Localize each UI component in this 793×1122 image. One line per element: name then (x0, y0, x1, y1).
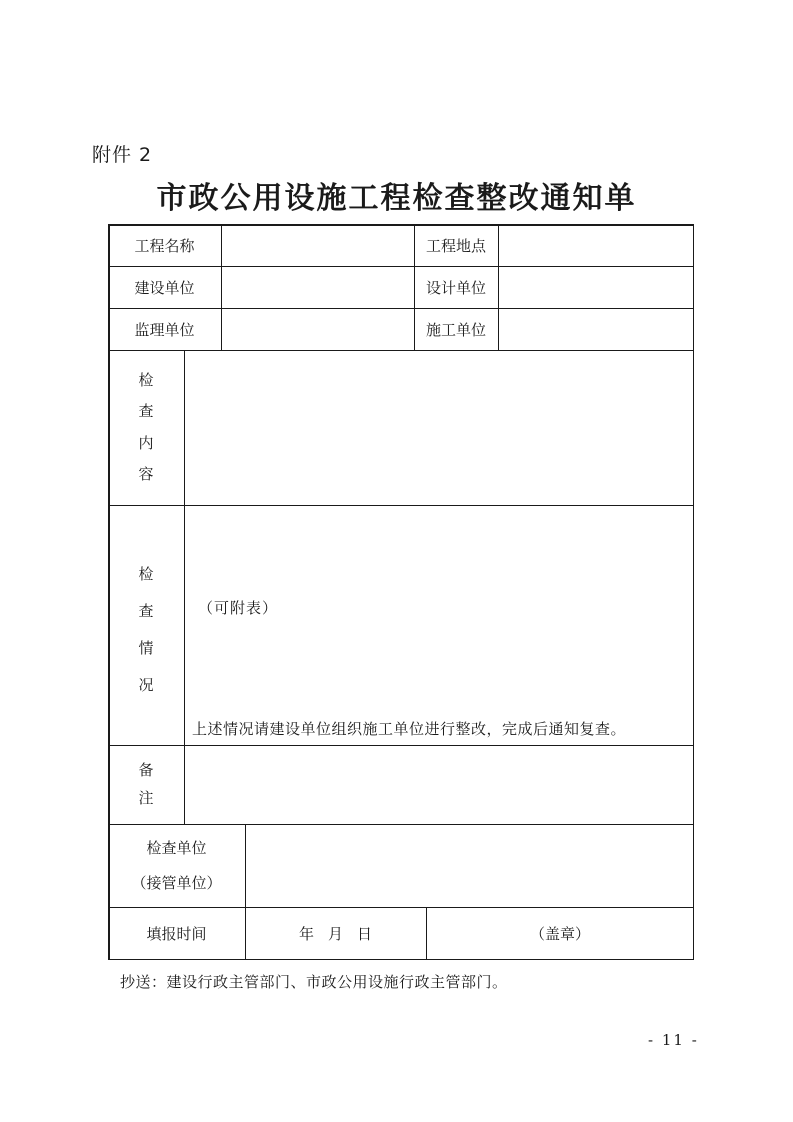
day-label: 日 (357, 925, 373, 943)
project-location-field[interactable] (498, 224, 694, 266)
supervision-unit-label: 监理单位 (134, 320, 195, 339)
inspecting-unit-label-line2: （接管单位） (131, 873, 222, 892)
label-char: 检 (138, 370, 154, 389)
inspection-content-label (108, 350, 184, 505)
construction-unit-label: 建设单位 (134, 278, 195, 297)
label-char: 注 (138, 788, 154, 807)
label-char: 检 (138, 565, 154, 583)
design-unit-label: 设计单位 (425, 278, 486, 297)
label-char: 内 (138, 433, 154, 452)
attach-table-note: （可附表） (198, 599, 279, 617)
fill-date-field[interactable] (245, 907, 426, 960)
design-unit-field[interactable] (498, 266, 694, 308)
inspection-status-field[interactable] (184, 505, 694, 745)
project-location-label: 工程地点 (425, 236, 486, 255)
inspection-notice-form (108, 224, 694, 960)
stamp-field[interactable]: （盖章） (529, 925, 590, 943)
cc-recipients: 抄送：建设行政主管部门、市政公用设施行政主管部门。 (120, 973, 508, 991)
fill-time-label: 填报时间 (146, 925, 207, 943)
project-name-field[interactable] (221, 224, 414, 266)
contractor-unit-label: 施工单位 (425, 320, 486, 339)
month-label: 月 (327, 925, 343, 943)
contractor-unit-field[interactable] (498, 308, 694, 350)
label-char: 查 (138, 402, 154, 421)
label-char: 备 (138, 761, 154, 780)
year-label: 年 (298, 925, 314, 943)
inspecting-unit-field[interactable] (245, 824, 694, 907)
label-char: 情 (138, 639, 154, 657)
attachment-label: 附件 2 (92, 144, 153, 166)
supervision-unit-field[interactable] (221, 308, 414, 350)
inspection-status-label (108, 505, 184, 745)
page-number: - 11 - (648, 1031, 699, 1049)
label-char: 容 (138, 465, 154, 484)
inspection-content-field[interactable] (184, 350, 694, 505)
label-char: 况 (138, 676, 154, 694)
inspecting-unit-label-line1: 检查单位 (146, 839, 207, 857)
rectification-instruction: 上述情况请建设单位组织施工单位进行整改，完成后通知复查。 (192, 720, 627, 738)
remarks-field[interactable] (184, 745, 694, 824)
inspecting-unit-label (108, 824, 245, 907)
label-char: 查 (138, 602, 154, 620)
construction-unit-field[interactable] (221, 266, 414, 308)
project-name-label: 工程名称 (134, 236, 195, 255)
document-title: 市政公用设施工程检查整改通知单 (156, 181, 637, 216)
remarks-label (108, 745, 184, 824)
